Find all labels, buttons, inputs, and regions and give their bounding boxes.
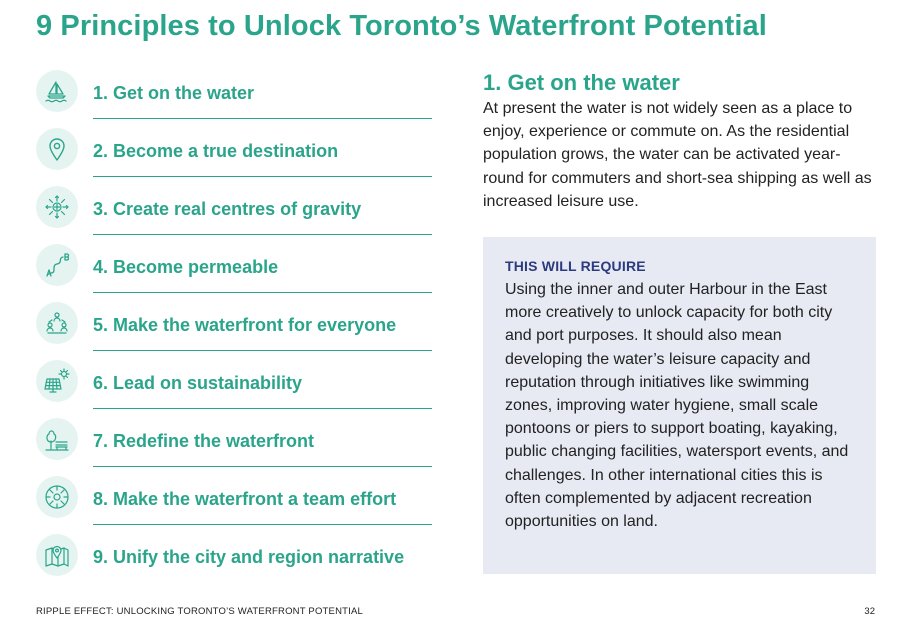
principle-divider (93, 408, 432, 409)
principle-label: 9. Unify the city and region narrative (93, 547, 405, 567)
principle-label: 8. Make the waterfront a team effort (93, 489, 397, 509)
principle-item-8[interactable] (36, 474, 436, 532)
location-pin-icon (36, 128, 78, 170)
principle-divider (93, 524, 432, 525)
principle-label: 1. Get on the water (93, 83, 255, 103)
principle-divider (93, 118, 432, 119)
principle-label: 7. Redefine the waterfront (93, 431, 315, 451)
principle-divider (93, 350, 432, 351)
principle-item-5[interactable] (36, 300, 436, 358)
principle-item-6[interactable] (36, 358, 436, 416)
principle-divider (93, 234, 432, 235)
principles-list (36, 68, 436, 590)
principle-label: 5. Make the waterfront for everyone (93, 315, 397, 335)
detail-title: 1. Get on the water (483, 70, 680, 95)
principle-label: 6. Lead on sustainability (93, 373, 303, 393)
principle-label: 4. Become permeable (93, 257, 279, 277)
principle-label: 2. Become a true destination (93, 141, 339, 161)
requirements-heading: THIS WILL REQUIRE (505, 258, 646, 274)
principle-item-1[interactable] (36, 68, 436, 126)
detail-body: At present the water is not widely seen as a place to enjoy, experience or commute on. As the residential population grows, the water can be activated year-round for commuters and short-sea shipping as well as increased leisure use. (483, 100, 872, 210)
page-number: 32 (864, 606, 875, 617)
footer-publication-title: RIPPLE EFFECT: UNLOCKING TORONTO’S WATERFRONT POTENTIAL (36, 606, 364, 617)
sailboat-icon (36, 70, 78, 112)
route-a-to-b-icon (36, 244, 78, 286)
principle-item-3[interactable] (36, 184, 436, 242)
park-bench-tree-icon (36, 418, 78, 460)
principle-divider (93, 292, 432, 293)
map-pin-icon (36, 534, 78, 576)
principle-divider (93, 466, 432, 467)
community-people-icon (36, 302, 78, 344)
principle-item-2[interactable] (36, 126, 436, 184)
principle-item-4[interactable] (36, 242, 436, 300)
principle-item-7[interactable] (36, 416, 436, 474)
page-title: 9 Principles to Unlock Toronto’s Waterfront Potential (36, 10, 767, 42)
principle-label: 3. Create real centres of gravity (93, 199, 362, 219)
principle-item-9[interactable] (36, 532, 436, 590)
teamwork-circle-icon (36, 476, 78, 518)
requirements-text: Using the inner and outer Harbour in the East more creatively to unlock capacity for both city and port purposes. It should also mean developing the water’s leisure capacity and reputation through initiatives like swimming zones, improving water hygiene, small scale pontoons or piers to support boating, kayaking, public changing facilities, watersport events, and challenges. In other international cities this is often complemented by adjacent recreation opportunities on land. (505, 281, 849, 531)
compass-arrows-icon (36, 186, 78, 228)
requirements-callout (483, 237, 876, 574)
solar-panel-icon (36, 360, 78, 402)
principle-divider (93, 176, 432, 177)
